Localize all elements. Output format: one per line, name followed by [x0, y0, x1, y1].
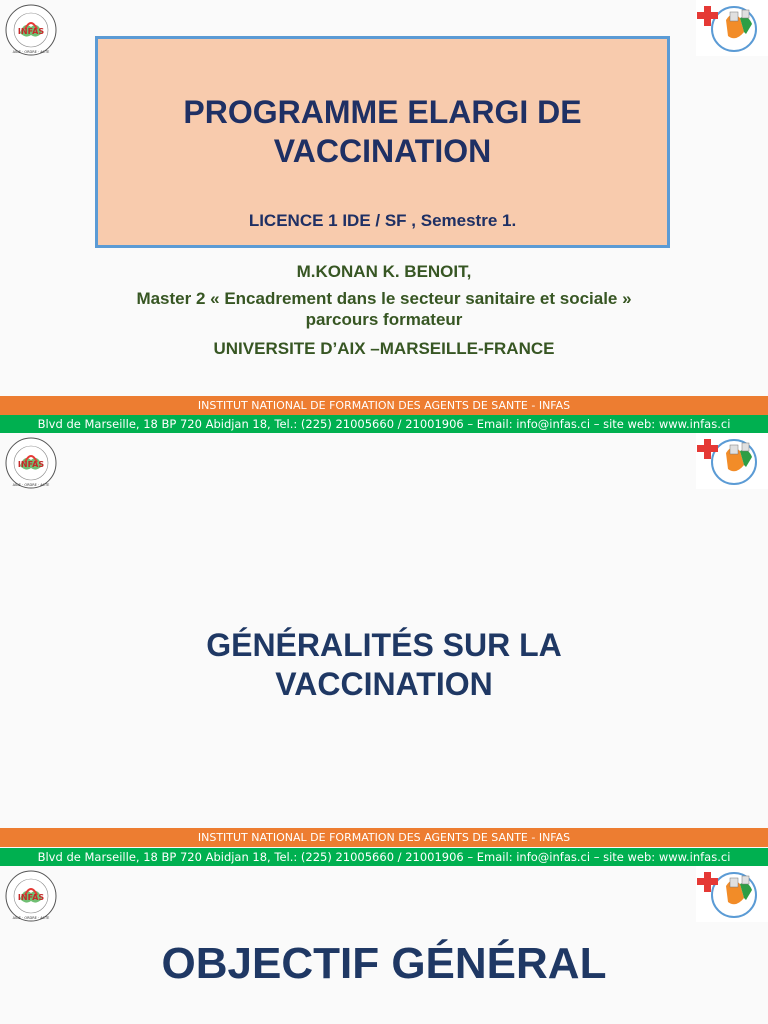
- ministry-logo: [696, 866, 768, 922]
- course-subtitle: LICENCE 1 IDE / SF , Semestre 1.: [248, 211, 517, 230]
- infas-logo: [2, 436, 60, 490]
- svg-text:AIDE · ORDRE · ACTE: AIDE · ORDRE · ACTE: [12, 916, 50, 920]
- svg-text:AIDE · ORDRE · ACTE: AIDE · ORDRE · ACTE: [12, 483, 50, 487]
- author-university: UNIVERSITE D’AIX –MARSEILLE-FRANCE: [213, 339, 555, 358]
- svg-text:INFAS: INFAS: [17, 460, 45, 469]
- objective-heading: OBJECTIF GÉNÉRAL: [161, 939, 607, 988]
- presentation-title: PROGRAMME ELARGI DE VACCINATION: [183, 94, 582, 169]
- slide-generalities: [0, 433, 768, 866]
- slide-objective: [0, 866, 768, 1024]
- institute-name-bar: INSTITUT NATIONAL DE FORMATION DES AGENTS DE SANTE - INFAS: [0, 828, 768, 847]
- ministry-logo: [696, 0, 768, 56]
- svg-text:INFAS: INFAS: [17, 893, 45, 902]
- slide-title: [0, 0, 768, 433]
- ministry-logo: [696, 433, 768, 489]
- author-degree: Master 2 « Encadrement dans le secteur sanitaire et sociale » parcours formateur: [136, 289, 632, 329]
- infas-logo: [2, 3, 60, 57]
- svg-text:AIDE · ORDRE · ACTE: AIDE · ORDRE · ACTE: [12, 50, 50, 54]
- institute-name-bar: INSTITUT NATIONAL DE FORMATION DES AGENTS DE SANTE - INFAS: [0, 396, 768, 415]
- title-box: [95, 36, 670, 248]
- institute-address-bar: Blvd de Marseille, 18 BP 720 Abidjan 18, Tel.: (225) 21005660 / 21001906 – Email: info@infas.ci – site web: www.infas.ci: [0, 415, 768, 433]
- svg-text:INFAS: INFAS: [17, 27, 45, 36]
- section-heading: GÉNÉRALITÉS SUR LA VACCINATION: [206, 627, 562, 702]
- infas-logo: [2, 869, 60, 923]
- institute-address-bar: Blvd de Marseille, 18 BP 720 Abidjan 18, Tel.: (225) 21005660 / 21001906 – Email: info@infas.ci – site web: www.infas.ci: [0, 848, 768, 866]
- author-name: M.KONAN K. BENOIT,: [296, 262, 472, 281]
